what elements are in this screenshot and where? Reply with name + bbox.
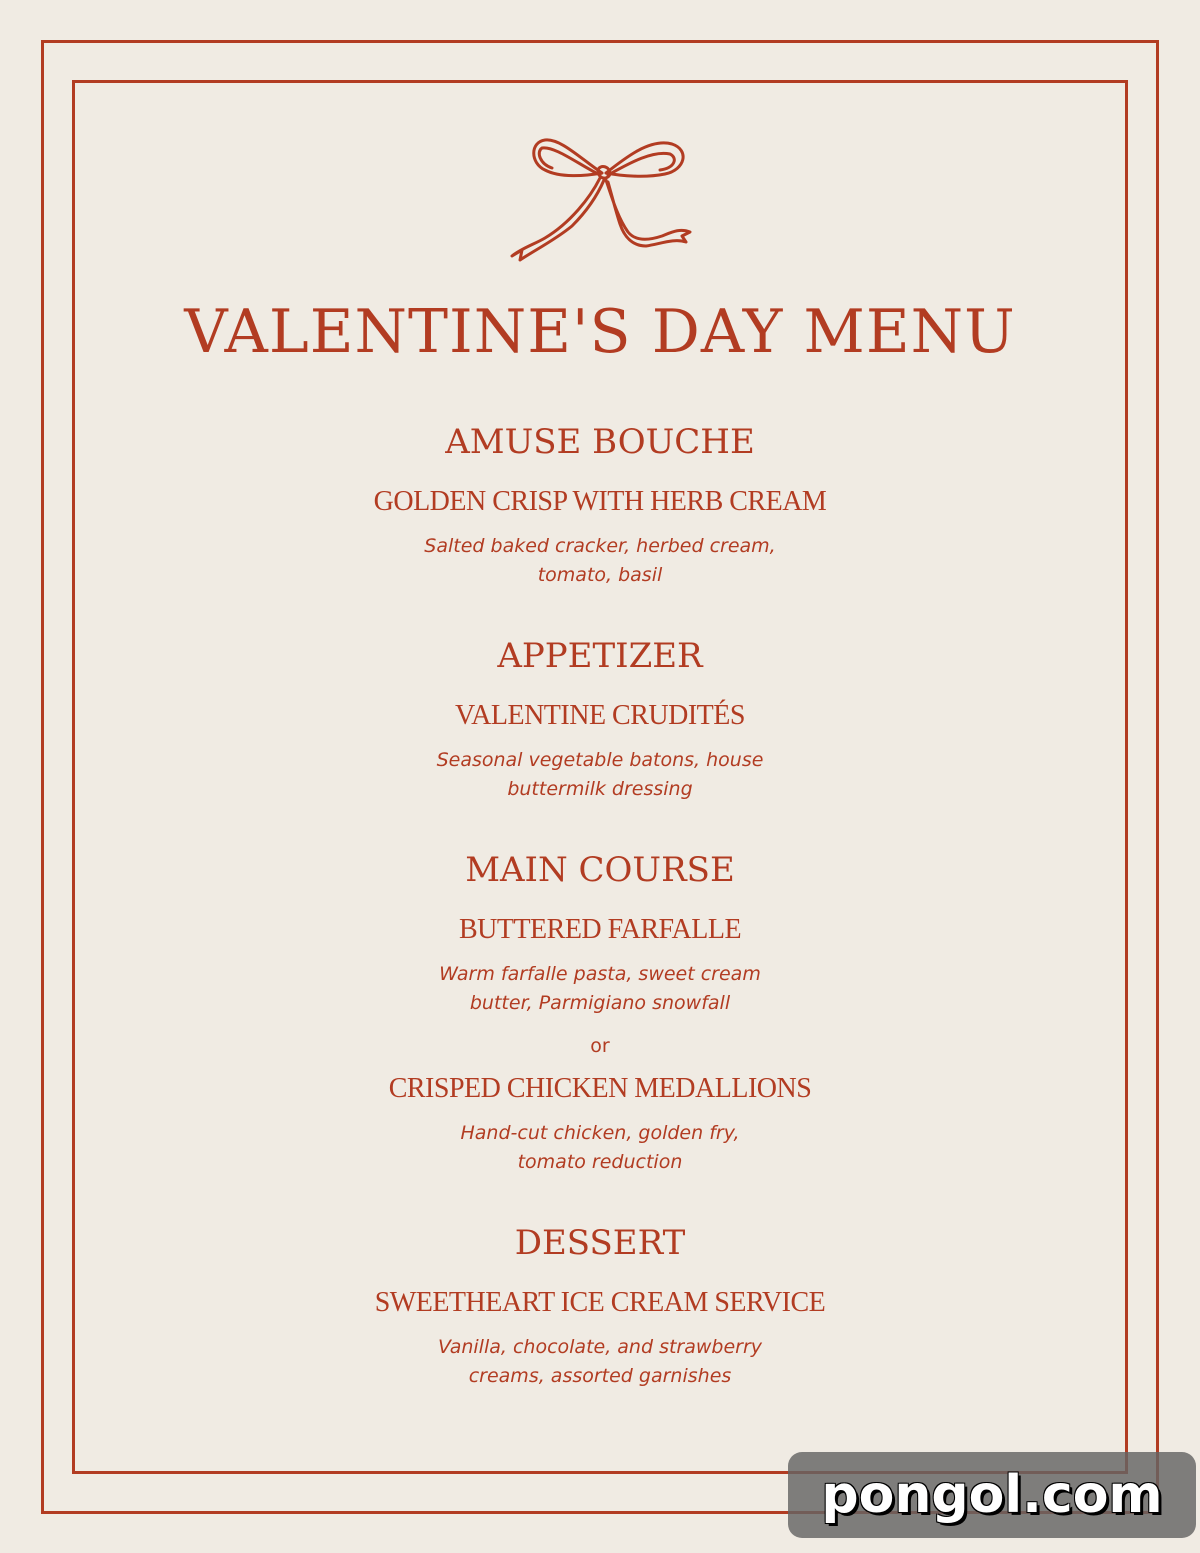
description-line: butter, Parmigiano snowfall: [469, 992, 731, 1014]
description-line: Vanilla, chocolate, and strawberry: [437, 1336, 763, 1358]
dish-block: [0, 1071, 1200, 1107]
dish-block: [0, 1285, 1200, 1321]
dish-name: GOLDEN CRISP WITH HERB CREAM: [373, 486, 827, 517]
course-heading: MAIN COURSE: [465, 850, 735, 890]
description-line: tomato reduction: [517, 1151, 683, 1173]
description-line: buttermilk dressing: [507, 778, 693, 800]
ribbon-bow-icon: [500, 128, 700, 264]
dish-description: [0, 746, 1200, 804]
dish-description: [0, 532, 1200, 590]
menu-title: VALENTINE'S DAY MENU: [184, 297, 1016, 367]
course-heading: DESSERT: [514, 1223, 686, 1263]
description-line: Warm farfalle pasta, sweet cream: [439, 963, 761, 985]
description-line: Seasonal vegetable batons, house: [436, 749, 764, 771]
dish-name: BUTTERED FARFALLE: [458, 914, 742, 945]
dish-name: SWEETHEART ICE CREAM SERVICE: [374, 1287, 826, 1318]
dish-description: [0, 1119, 1200, 1177]
course-heading: AMUSE BOUCHE: [445, 422, 755, 462]
course-amuse-bouche: [0, 420, 1200, 464]
course-heading: APPETIZER: [497, 636, 703, 676]
description-line: creams, assorted garnishes: [468, 1365, 732, 1387]
or-separator: or: [590, 1035, 610, 1057]
dish-block: [0, 484, 1200, 520]
dish-description: [0, 1333, 1200, 1391]
course-dessert: [0, 1221, 1200, 1265]
dish-description: [0, 960, 1200, 1018]
dish-block: [0, 912, 1200, 948]
course-appetizer: [0, 634, 1200, 678]
watermark-badge: pongol.com: [788, 1452, 1196, 1538]
description-line: Hand-cut chicken, golden fry,: [460, 1122, 740, 1144]
description-line: tomato, basil: [537, 564, 663, 586]
dish-name: VALENTINE CRUDITÉS: [455, 700, 745, 731]
dish-name: CRISPED CHICKEN MEDALLIONS: [388, 1073, 812, 1104]
course-main: [0, 848, 1200, 892]
dish-block: [0, 698, 1200, 734]
description-line: Salted baked cracker, herbed cream,: [424, 535, 776, 557]
